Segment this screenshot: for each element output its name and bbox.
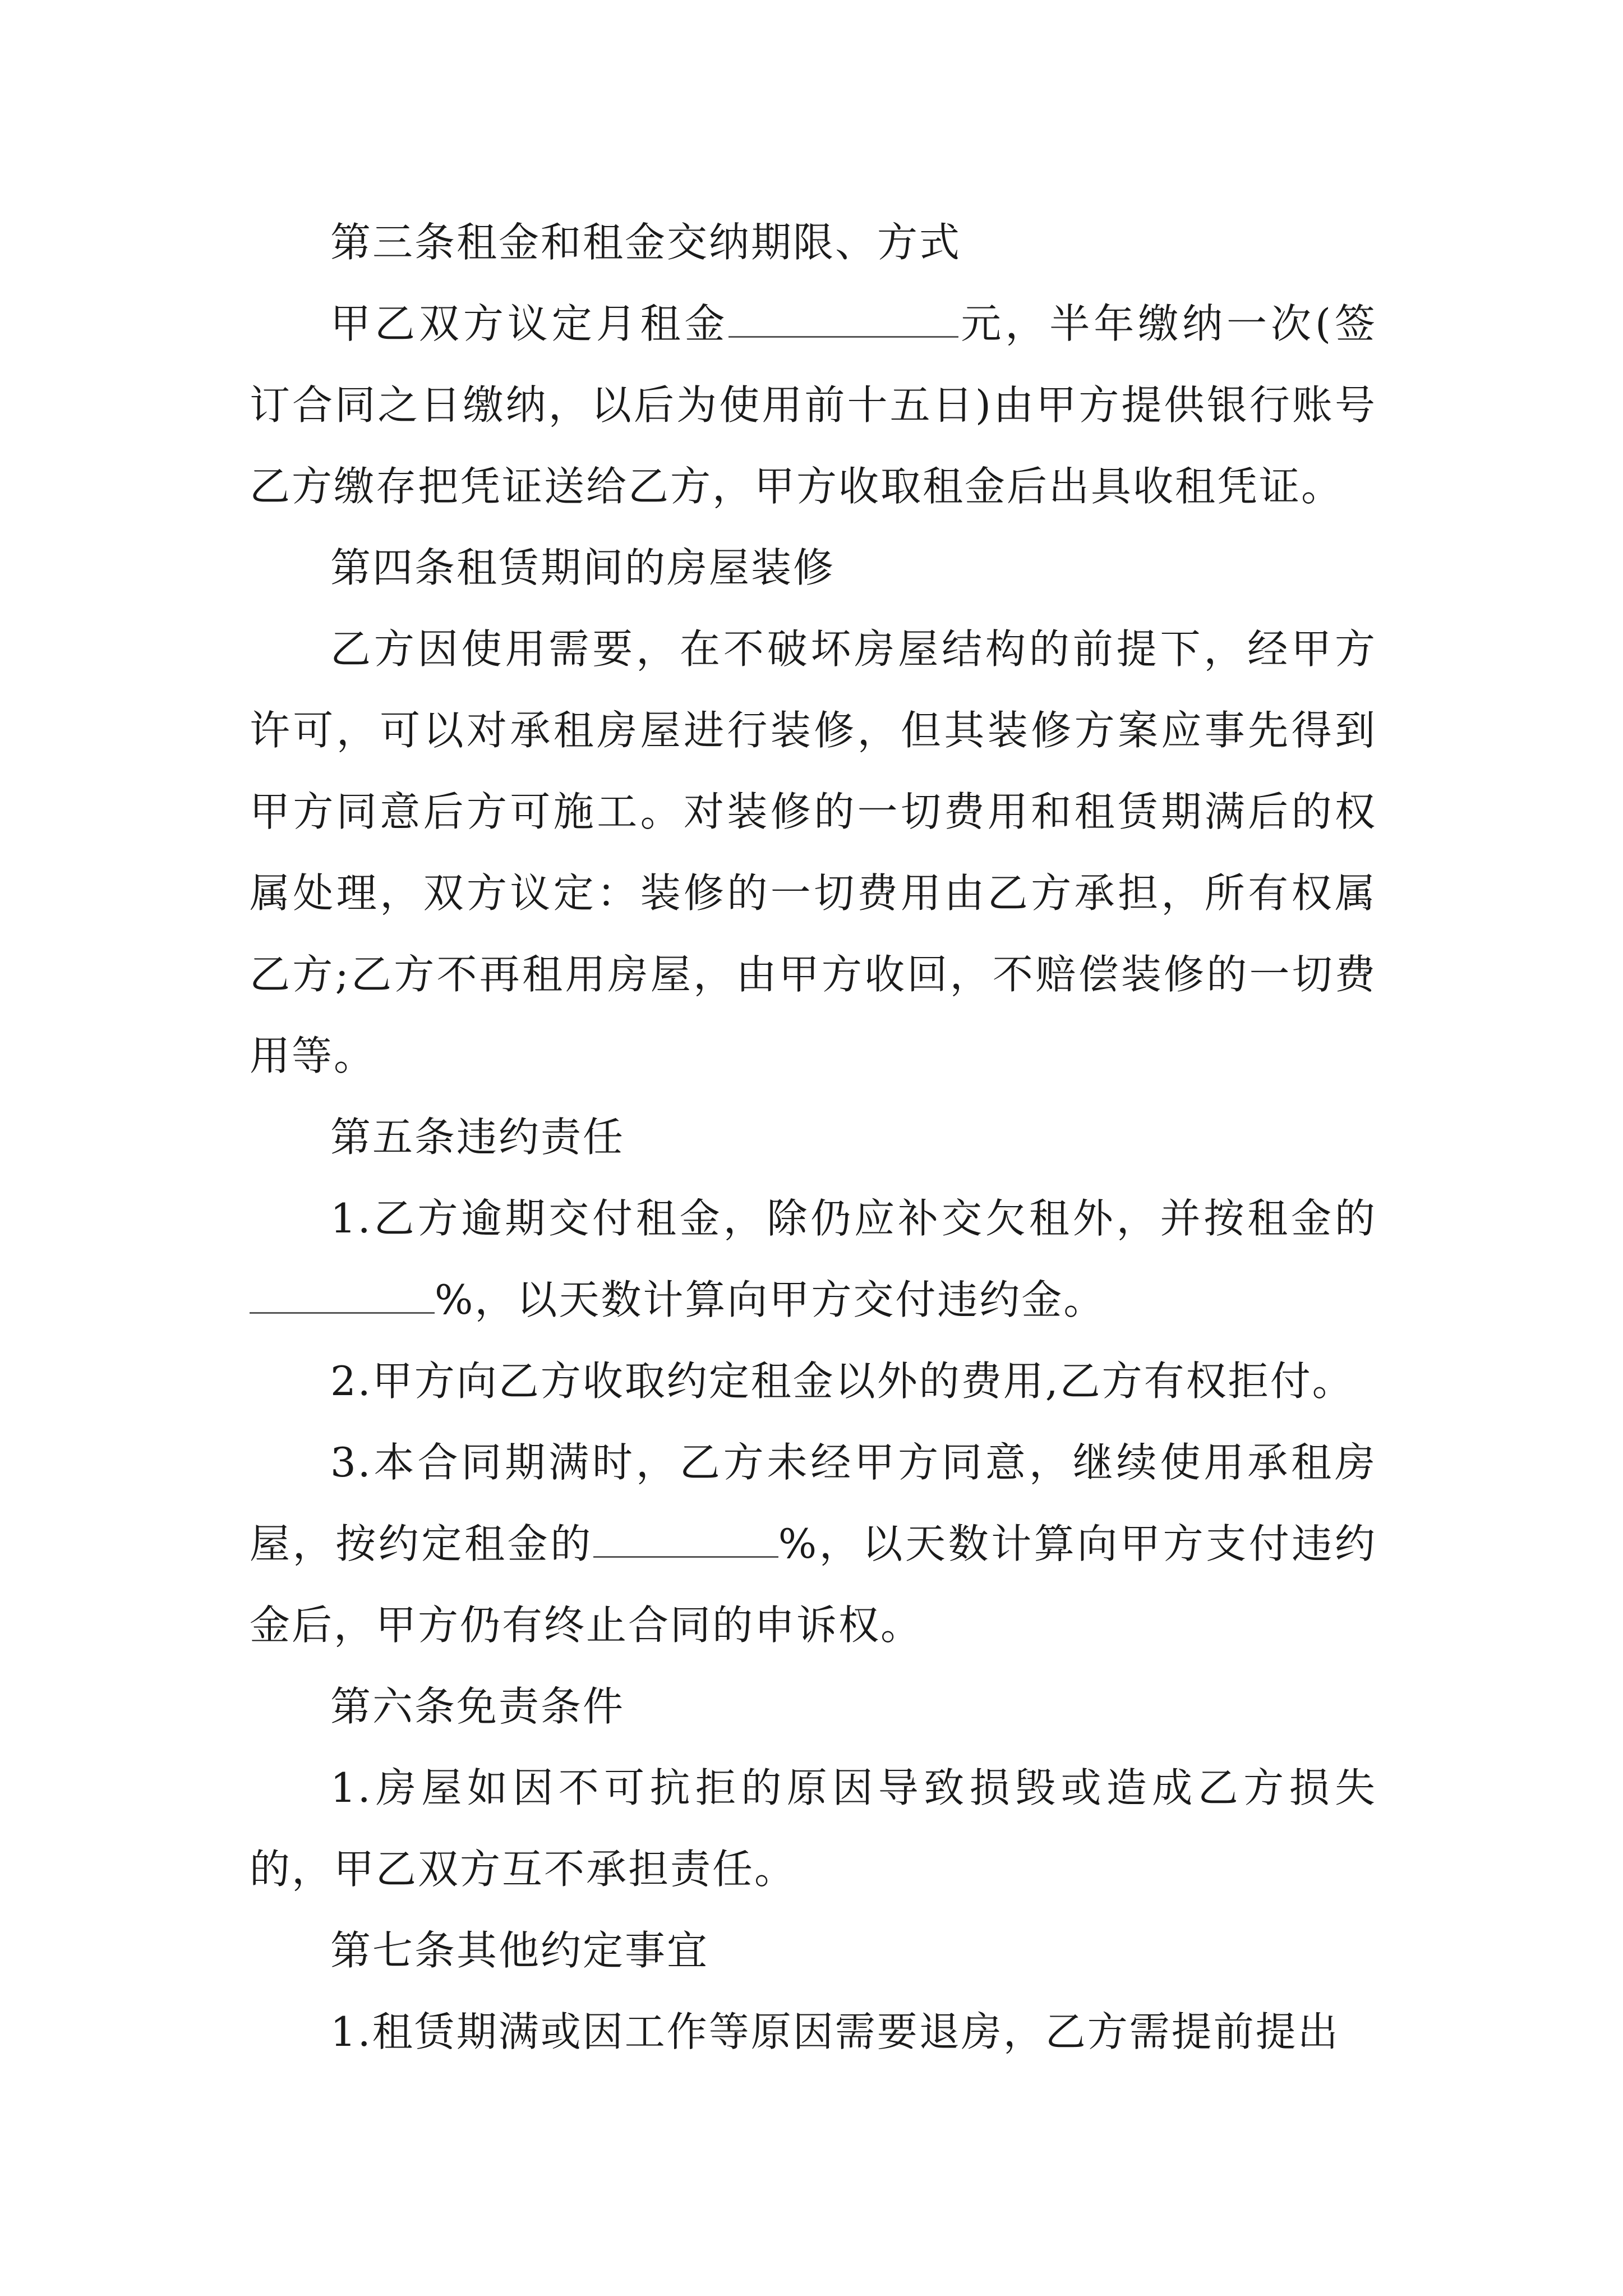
article-4-heading: 第四条租赁期间的房屋装修 (330, 544, 836, 591)
article-3-text-b: 元，半年缴纳一次(签订合同之日缴纳，以后为使用前十五日)由甲方提供银行账号乙方缴存把凭证送给乙方，甲方收取租金后出具收租凭证。 (250, 300, 1377, 510)
article-4-paragraph: 乙方因使用需要，在不破坏房屋结构的前提下，经甲方许可，可以对承租房屋进行装修，但其装修方案应事先得到甲方同意后方可施工。对装修的一切费用和租赁期满后的权属处理，双方议定：装修的一切费用由乙方承担，所有权属乙方;乙方不再租用房屋，由甲方收回，不赔偿装修的一切费用等。 (250, 625, 1377, 1079)
article-5-item-3 (250, 1422, 1377, 1666)
overstay-penalty-percent-blank (593, 1522, 778, 1558)
article-7-heading: 第七条其他约定事宜 (330, 1927, 709, 1974)
article-3-paragraph (250, 283, 1377, 527)
article-5-heading: 第五条违约责任 (330, 1114, 625, 1161)
document-body (250, 202, 1377, 2073)
article-5-item-1 (250, 1178, 1377, 1341)
late-penalty-percent-blank (250, 1278, 435, 1314)
article-5-item-3-text-b: %，以天数计算向甲方支付违约金后，甲方仍有终止合同的申诉权。 (250, 1520, 1377, 1649)
article-5-item-1-text-a: 1.乙方逾期交付租金，除仍应补交欠租外，并按租金的 (330, 1195, 1377, 1242)
article-5-item-2: 2.甲方向乙方收取约定租金以外的费用,乙方有权拒付。 (330, 1358, 1354, 1405)
article-6-heading: 第六条免责条件 (330, 1683, 625, 1730)
article-5-item-3-text-a: 3.本合同期满时，乙方未经甲方同意，继续使用承租房屋，按约定租金的 (250, 1439, 1377, 1567)
article-3-text-a: 甲乙双方议定月租金 (330, 300, 729, 347)
article-6-item-1: 1.房屋如因不可抗拒的原因导致损毁或造成乙方损失的，甲乙双方互不承担责任。 (250, 1764, 1377, 1893)
article-3-heading: 第三条租金和租金交纳期限、方式 (330, 219, 962, 266)
article-7-item-1: 1.租赁期满或因工作等原因需要退房，乙方需提前提出 (330, 2008, 1340, 2055)
article-5-item-1-text-b: %，以天数计算向甲方交付违约金。 (435, 1276, 1106, 1323)
rent-amount-blank (728, 302, 958, 338)
